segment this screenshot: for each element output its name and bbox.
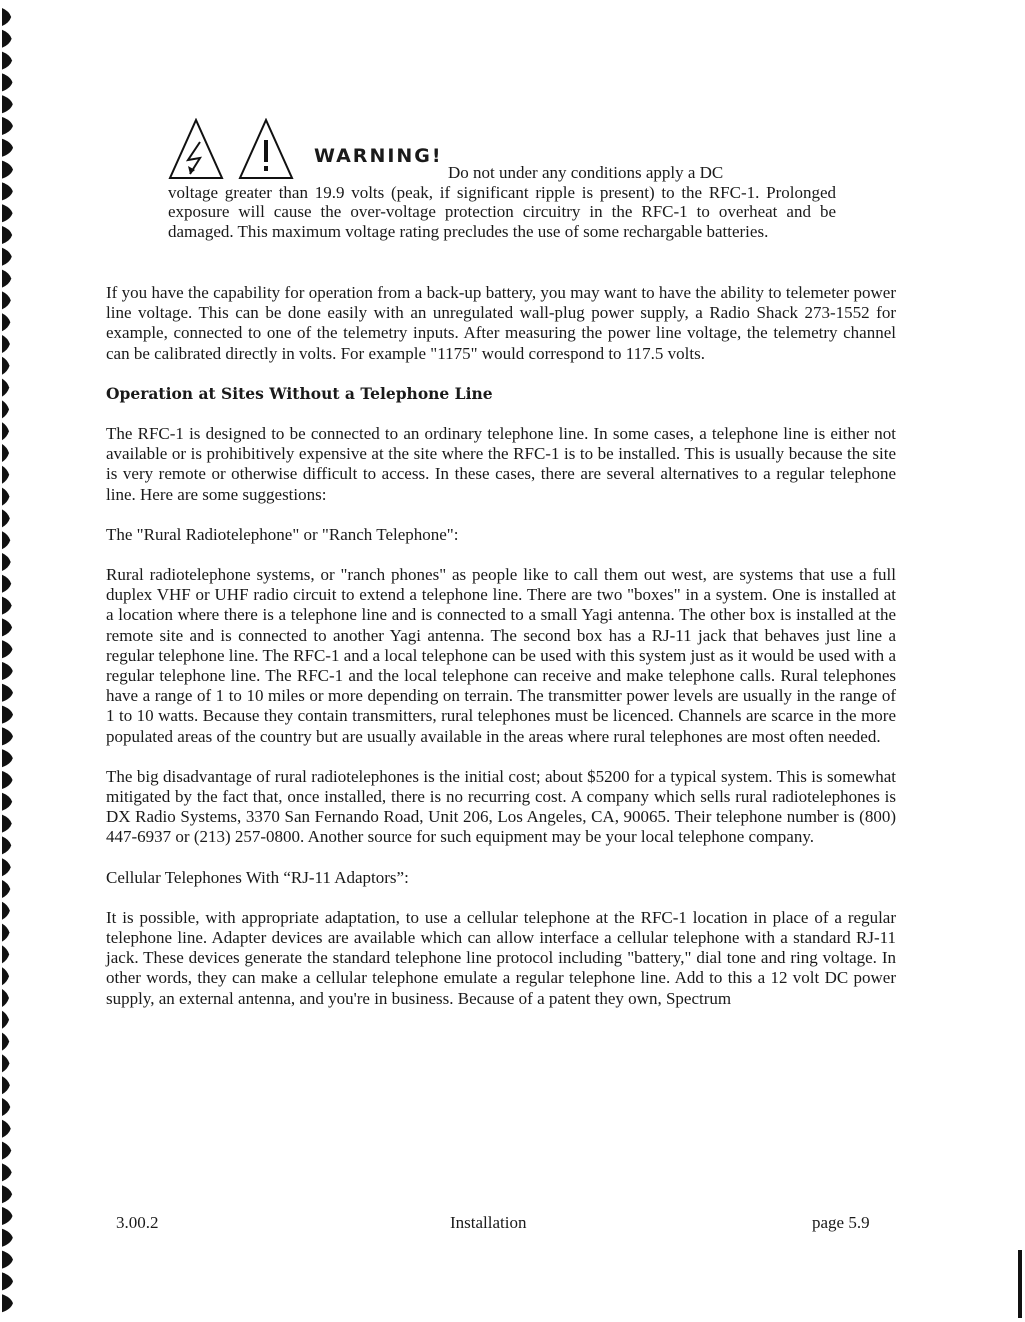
binding-hole <box>2 270 11 288</box>
warning-text <box>168 163 836 241</box>
binding-hole <box>2 531 10 549</box>
binding-hole <box>2 291 11 309</box>
cellular-paragraph: It is possible, with appropriate adaptation, to use a cellular telephone at the RFC-1 location in place of a regular telephone line. Adapter devices are available which can allow interface a cellular telephone with a standard RJ-11 jack. These devices generate the standard telephone line protocol including "battery," dial tone and ring voltage. In other words, they can make a cellular telephone emulate a regular telephone line. Add to this a 12 volt DC power supply, an external antenna, and you're in business. Because of a patent they own, Spectrum <box>106 907 896 1008</box>
binding-hole <box>2 400 9 418</box>
warning-lead: Do not under any conditions apply a DC <box>448 163 724 182</box>
binding-hole <box>2 1142 11 1160</box>
binding-hole <box>2 640 12 658</box>
section-heading: Operation at Sites Without a Telephone Line <box>106 383 493 403</box>
binding-hole <box>2 793 12 811</box>
binding-hole <box>2 662 13 680</box>
footer-version: 3.00.2 <box>116 1213 159 1232</box>
rural-paragraph: Rural radiotelephone systems, or "ranch phones" as people like to call them out west, are systems that use a full duplex VHF or UHF radio circuit to extend a telephone line. There are two "boxes" in a system. One is installed at a location where there is a telephone line and is connected to a small Yagi antenna. The other box is installed at the remote site and is connected to another Yagi antenna. The second box has a RJ-11 jack that behaves just line a regular telephone line. The RFC-1 and a local telephone can be used with this system just as it would be used with a regular telephone line. The RFC-1 and the local telephone can receive and make telephone calls. Rural telephones have a range of 1 to 10 miles or more depending on terrain. The transmitter power levels are usually in the range of 1 to 10 watts. Because they contain transmitters, rural telephones must be licenced. Channels are scarce in the more populated areas of the country but are usually available in the areas where rural telephones are most often needed. <box>106 565 896 746</box>
binding-hole <box>2 139 13 157</box>
binding-hole <box>2 749 13 767</box>
binding-hole <box>2 466 9 484</box>
binding-hole <box>2 967 9 985</box>
binding-hole <box>2 1294 13 1312</box>
intro-paragraph: The RFC-1 is designed to be connected to an ordinary telephone line. In some cases, a telephone line is either not available or is prohibitively expensive at the site where the RFC-1 is to be installed. This is usually because the site is very remote or otherwise difficult to access. In these cases, there are several alternatives to a regular telephone line. Here are some suggestions: <box>106 424 896 504</box>
cost-paragraph: The big disadvantage of rural radiotelephones is the initial cost; about $5200 for a typical system. This is somewhat mitigated by the fact that, once installed, there is no recurring cost. A company which sells rural radiotelephones is DX Radio Systems, 3370 San Fernando Road, Unit 206, Los Angeles, CA, 90065. Their telephone number is (800) 447-6937 or (213) 257-0800. Another source for such equipment may be your local telephone company. <box>106 766 896 847</box>
binding-hole <box>2 509 10 527</box>
scan-edge-mark <box>1018 1250 1022 1318</box>
binding-hole <box>2 1011 9 1029</box>
binding-hole <box>2 618 12 636</box>
binding-hole <box>2 902 10 920</box>
binding-hole <box>2 248 12 266</box>
binding-hole <box>2 989 9 1007</box>
warning-body: voltage greater than 19.9 volts (peak, if significant ripple is present) to the RFC-1. Prolonged exposure will cause the over-voltage protection circuitry in the RFC-1 to overheat and be damaged. This maximum voltage rating precludes the use of some rechargable batteries. <box>168 182 836 241</box>
binding-hole <box>2 858 11 876</box>
footer-page-number: page 5.9 <box>812 1213 870 1232</box>
binding-hole <box>2 553 11 571</box>
binding-hole <box>2 357 10 375</box>
binding-hole <box>2 488 9 506</box>
binding-hole <box>2 73 12 91</box>
warning-title: WARNING! <box>314 145 443 167</box>
binding-hole <box>2 1120 11 1138</box>
binding-hole <box>2 444 9 462</box>
binding-hole <box>2 727 13 745</box>
binding-hole <box>2 771 13 789</box>
binding-hole <box>2 204 13 222</box>
binding-hole <box>2 1033 9 1051</box>
binding-hole <box>2 706 13 724</box>
binding-hole <box>2 335 10 353</box>
binding-hole <box>2 924 10 942</box>
binding-hole <box>2 1185 12 1203</box>
binding-hole <box>2 1098 10 1116</box>
binding-hole <box>2 815 12 833</box>
binding-hole <box>2 52 12 70</box>
binding-hole <box>2 117 13 135</box>
binding-hole <box>2 1251 13 1269</box>
rural-heading: The "Rural Radiotelephone" or "Ranch Telephone": <box>106 524 459 544</box>
binding-hole <box>2 182 13 200</box>
footer-section: Installation <box>450 1213 527 1232</box>
binding-holes <box>0 0 22 1322</box>
binding-hole <box>2 422 9 440</box>
binding-hole <box>2 1054 9 1072</box>
page-content <box>106 283 896 1009</box>
binding-hole <box>2 1076 10 1094</box>
binding-hole <box>2 1163 12 1181</box>
binding-hole <box>2 575 11 593</box>
backup-paragraph: If you have the capability for operation from a back-up battery, you may want to have the ability to telemeter power line voltage. This can be done easily with an unregulated wall-plug power supply, a Radio Shack 273-1552 for example, connected to one of the telemetry inputs. After measuring the power line voltage, the telemetry channel can be calibrated directly in volts. For example "1175" would correspond to 117.5 volts. <box>106 283 896 363</box>
binding-hole <box>2 597 12 615</box>
binding-hole <box>2 226 12 244</box>
binding-hole <box>2 95 13 113</box>
binding-hole <box>2 1207 12 1225</box>
binding-hole <box>2 880 10 898</box>
binding-hole <box>2 945 9 963</box>
binding-hole <box>2 1229 13 1247</box>
binding-hole <box>2 313 10 331</box>
cellular-heading: Cellular Telephones With “RJ-11 Adaptors”: <box>106 867 409 887</box>
binding-hole <box>2 1272 13 1290</box>
binding-hole <box>2 684 13 702</box>
binding-hole <box>2 161 13 179</box>
binding-hole <box>2 8 11 26</box>
binding-hole <box>2 836 11 854</box>
binding-hole <box>2 30 12 48</box>
binding-hole <box>2 379 9 397</box>
